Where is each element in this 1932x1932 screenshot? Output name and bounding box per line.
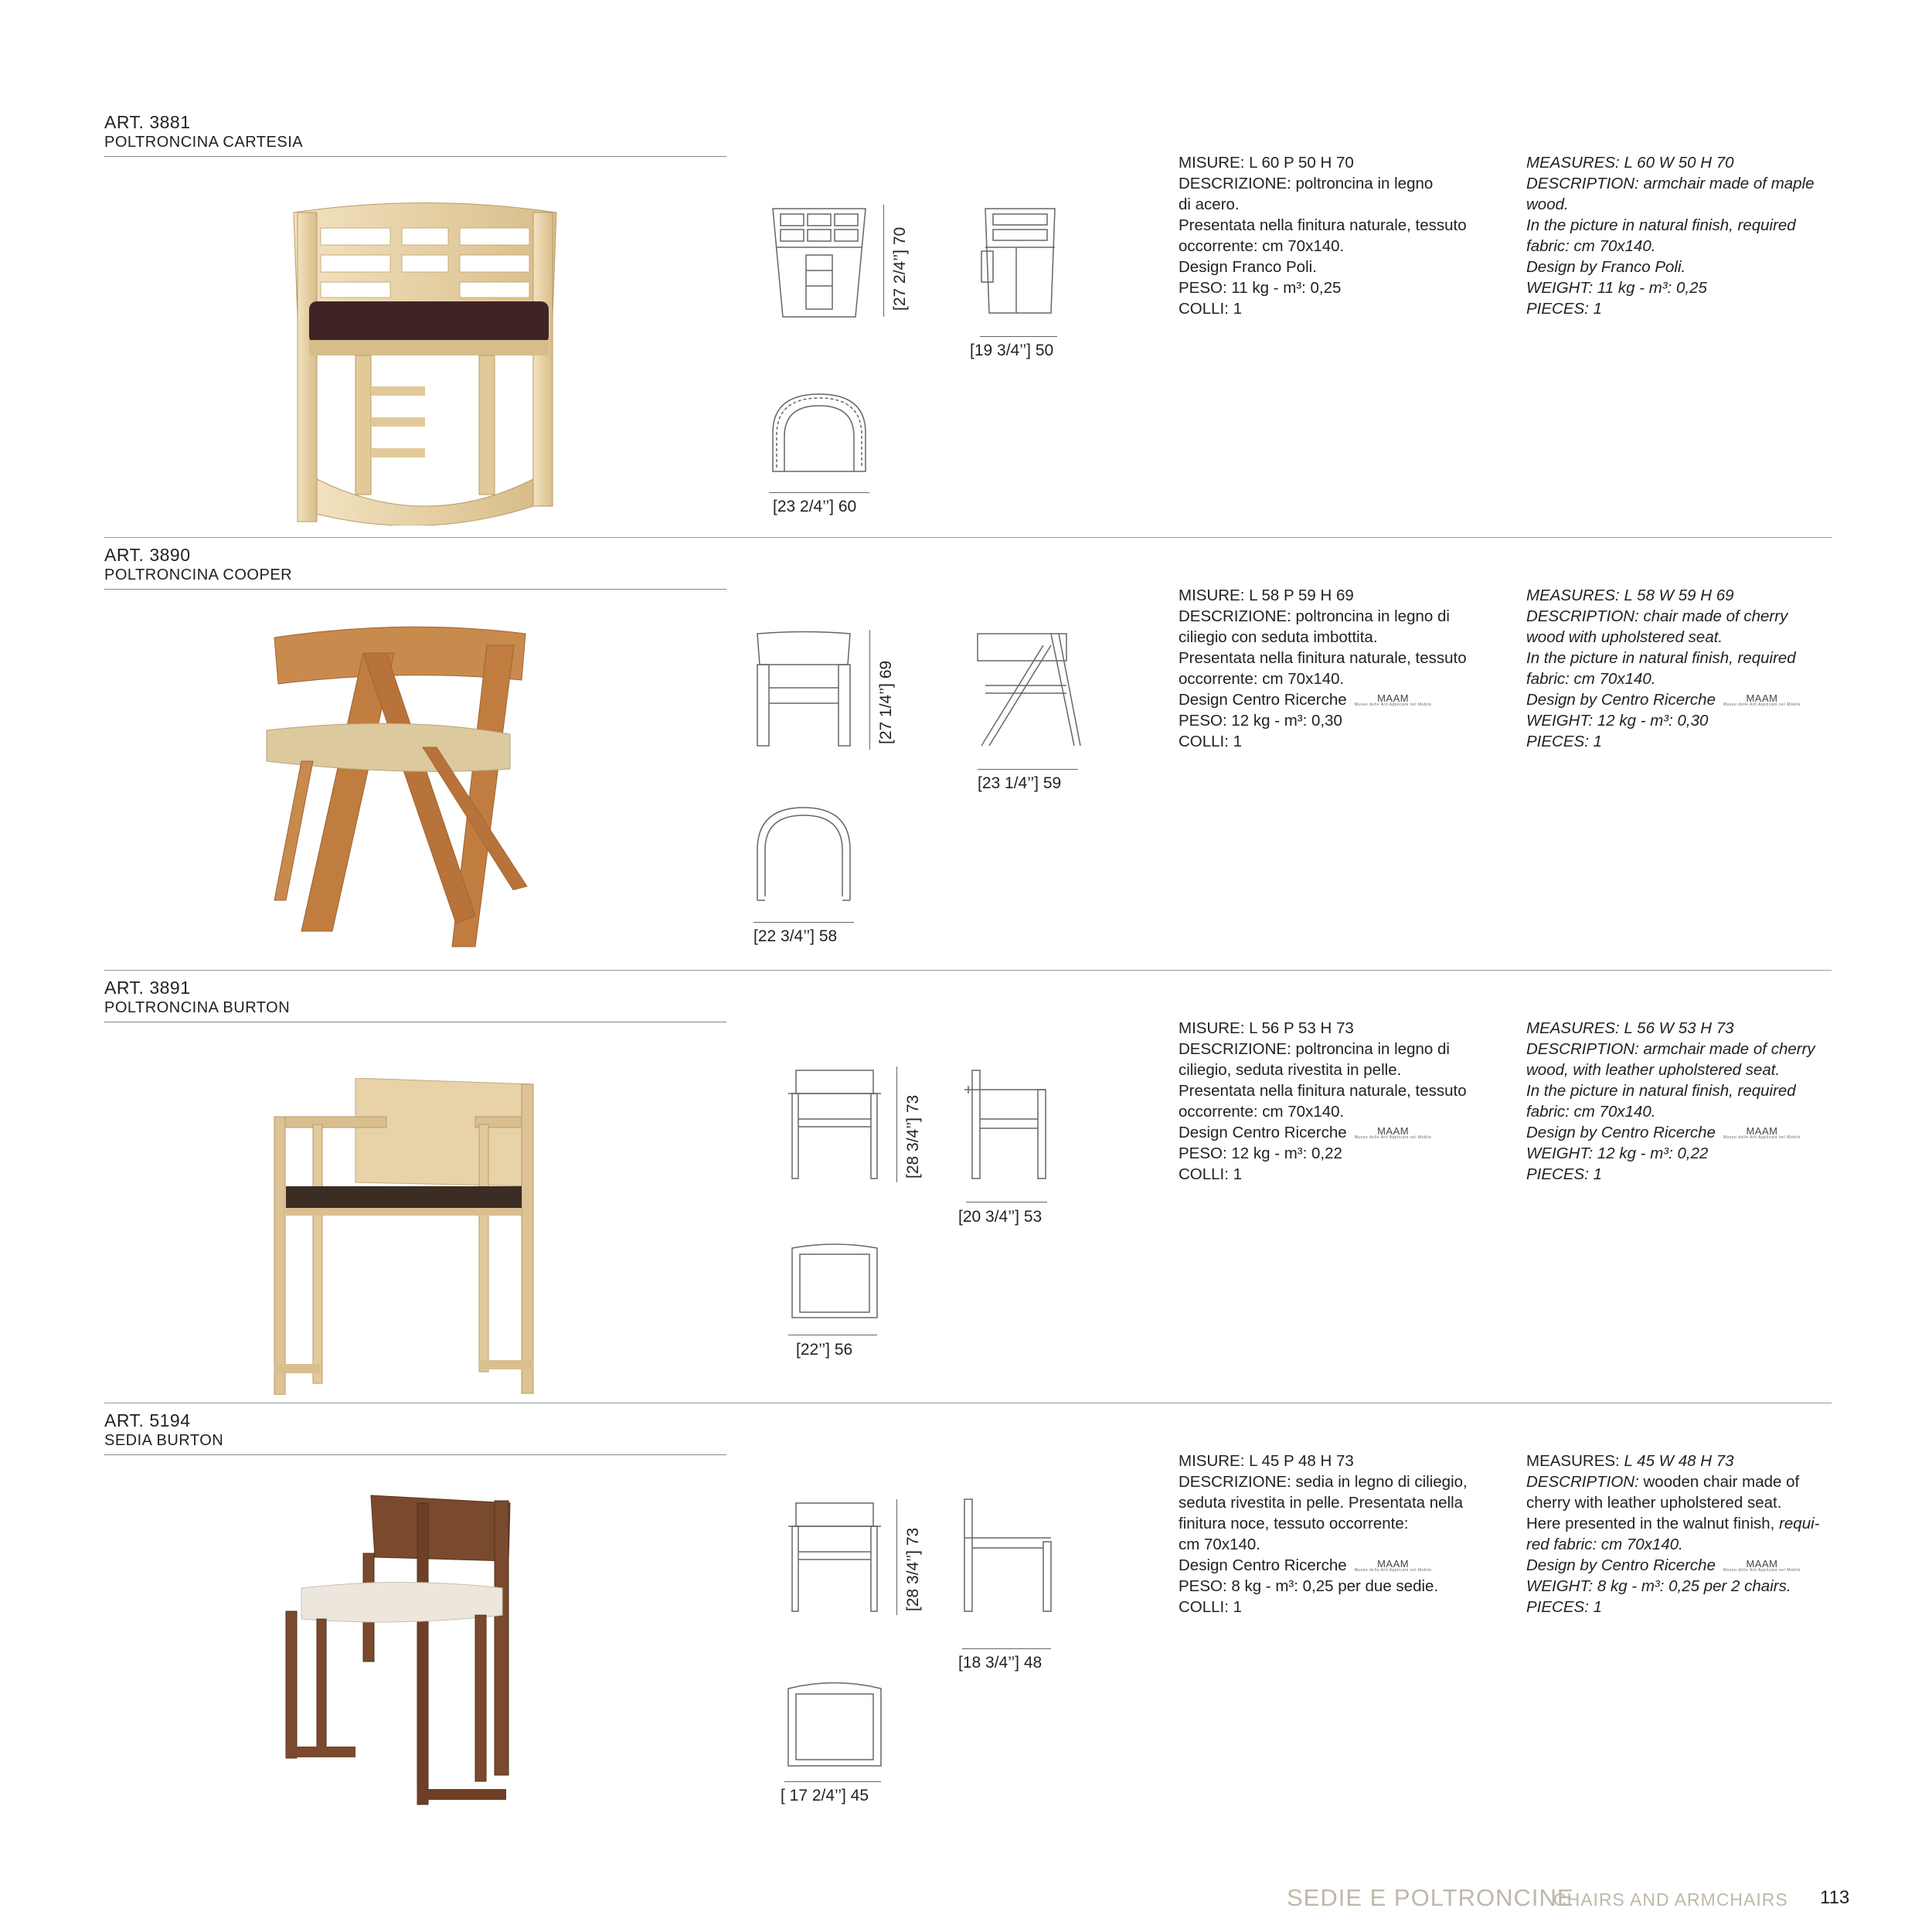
front-view-drawing [788, 1499, 881, 1615]
description-line: Design by Franco Poli. [1526, 258, 1686, 276]
weight: PESO: 12 kg - m³: 0,22 [1179, 1145, 1342, 1162]
width-dimension: [23 2/4’’] 60 [773, 498, 857, 515]
side-view-drawing [978, 205, 1063, 317]
description-line: wood, with leather upholstered seat. [1526, 1061, 1781, 1079]
description-line: finitura noce, tessuto occorrente: [1179, 1515, 1409, 1532]
description-line: DESCRIZIONE: poltroncina in legno di [1179, 607, 1450, 625]
dimension-line [980, 336, 1057, 337]
side-view-drawing [974, 630, 1082, 753]
section-divider [104, 537, 1832, 538]
dimension-line [896, 1499, 897, 1615]
description-en [1526, 152, 1859, 319]
pieces: PIECES: 1 [1526, 1598, 1602, 1616]
measures: MISURE: L 60 P 50 H 70 [1179, 154, 1354, 172]
product-photo-cooper [263, 622, 533, 958]
weight: WEIGHT: 12 kg - m³: 0,30 [1526, 712, 1709, 730]
dimension-line [962, 1648, 1051, 1649]
description-line: In the picture in natural finish, required [1526, 1082, 1796, 1100]
article-name: POLTRONCINA CARTESIA [104, 134, 304, 151]
article-code: ART. 5194 [104, 1410, 191, 1430]
top-view-drawing [769, 390, 869, 475]
depth-dimension: [20 3/4’’] 53 [958, 1208, 1043, 1226]
design-credit: Design by Centro Ricerche [1526, 691, 1716, 709]
article-name: POLTRONCINA COOPER [104, 566, 293, 583]
width-dimension: [22’’] 56 [796, 1341, 853, 1359]
top-view-drawing [788, 1240, 881, 1321]
maam-logo: MAAM Museo delle Arti Applicate nel Mobile [1723, 1124, 1801, 1140]
weight: WEIGHT: 11 kg - m³: 0,25 [1526, 279, 1707, 297]
description-line: fabric: cm 70x140. [1526, 670, 1656, 688]
description-line: Here presented in the walnut finish, requi- [1526, 1515, 1820, 1532]
design-credit: Design Centro Ricerche [1179, 1124, 1347, 1141]
pieces: COLLI: 1 [1179, 1165, 1243, 1183]
maam-logo: MAAM Museo delle Arti Applicate nel Mobile [1354, 1557, 1432, 1573]
pieces: COLLI: 1 [1179, 733, 1243, 750]
product-photo-burton-armchair [267, 1078, 537, 1395]
pieces: COLLI: 1 [1179, 1598, 1243, 1616]
description-line: DESCRIPTION: armchair made of cherry [1526, 1040, 1815, 1058]
description-it [1179, 152, 1511, 319]
description-line: seduta rivestita in pelle. Presentata nella [1179, 1494, 1464, 1512]
page-number: 113 [1820, 1887, 1850, 1908]
measures: MEASURES: L 60 W 50 H 70 [1526, 154, 1734, 172]
dimension-line [769, 492, 869, 493]
description-line: occorrente: cm 70x140. [1179, 1103, 1345, 1121]
maam-logo: MAAM Museo delle Arti Applicate nel Mobile [1354, 692, 1432, 707]
description-line: In the picture in natural finish, required [1526, 216, 1796, 234]
dimension-line [784, 1781, 881, 1782]
title-divider [104, 589, 726, 590]
description-line: cherry with leather upholstered seat. [1526, 1494, 1782, 1512]
article-code: ART. 3881 [104, 112, 191, 132]
article-code: ART. 3890 [104, 545, 191, 565]
measures: MEASURES: L 45 W 48 H 73 [1526, 1452, 1734, 1470]
dimension-line [869, 630, 870, 750]
measures: MISURE: L 58 P 59 H 69 [1179, 587, 1354, 604]
description-en [1526, 585, 1859, 752]
description-line: DESCRIPTION: armchair made of maple [1526, 175, 1815, 192]
maam-logo: MAAM Museo delle Arti Applicate nel Mobile [1723, 1557, 1801, 1573]
description-line: fabric: cm 70x140. [1526, 237, 1656, 255]
description-en [1526, 1451, 1859, 1617]
title-divider [104, 156, 726, 157]
design-credit: Design Centro Ricerche [1179, 691, 1347, 709]
depth-dimension: [23 1/4’’] 59 [978, 774, 1062, 792]
description-line: Design Franco Poli. [1179, 258, 1317, 276]
measures: MISURE: L 56 P 53 H 73 [1179, 1019, 1354, 1037]
description-line: DESCRIPTION: wooden chair made of [1526, 1473, 1800, 1491]
design-credit: Design by Centro Ricerche [1526, 1124, 1716, 1141]
pieces: PIECES: 1 [1526, 1165, 1602, 1183]
footer-title: SEDIE E POLTRONCINE [1287, 1884, 1574, 1911]
pieces: PIECES: 1 [1526, 733, 1602, 750]
article-name: POLTRONCINA BURTON [104, 999, 291, 1016]
measures: MISURE: L 45 P 48 H 73 [1179, 1452, 1354, 1470]
description-line: red fabric: cm 70x140. [1526, 1536, 1683, 1553]
side-view-drawing [964, 1066, 1049, 1182]
weight: PESO: 12 kg - m³: 0,30 [1179, 712, 1342, 730]
description-line: wood with upholstered seat. [1526, 628, 1723, 646]
weight: WEIGHT: 8 kg - m³: 0,25 per 2 chairs. [1526, 1577, 1791, 1595]
description-line: Presentata nella finitura naturale, tessuto [1179, 649, 1467, 667]
depth-dimension: [19 3/4’’] 50 [970, 342, 1054, 359]
height-dimension: [28 3/4’’] 73 [904, 1527, 922, 1611]
description-it [1179, 585, 1511, 752]
top-view-drawing [753, 804, 854, 904]
description-line: Presentata nella finitura naturale, tessuto [1179, 1082, 1467, 1100]
description-line: occorrente: cm 70x140. [1179, 237, 1345, 255]
description-it [1179, 1018, 1511, 1185]
description-line: DESCRIZIONE: poltroncina in legno [1179, 175, 1434, 192]
description-line: DESCRIZIONE: sedia in legno di ciliegio, [1179, 1473, 1468, 1491]
design-credit: Design Centro Ricerche [1179, 1556, 1347, 1574]
width-dimension: [22 3/4’’] 58 [753, 927, 838, 945]
section-divider [104, 970, 1832, 971]
product-photo-cartesia [286, 201, 564, 526]
description-line: occorrente: cm 70x140. [1179, 670, 1345, 688]
front-view-drawing [753, 630, 854, 750]
article-code: ART. 3891 [104, 978, 191, 998]
description-line: di acero. [1179, 196, 1240, 213]
dimension-line [753, 922, 854, 923]
article-name: SEDIA BURTON [104, 1432, 224, 1449]
description-line: ciliegio con seduta imbottita. [1179, 628, 1378, 646]
maam-logo: MAAM Museo delle Arti Applicate nel Mobile [1354, 1124, 1432, 1140]
description-line: Presentata nella finitura naturale, tessuto [1179, 216, 1467, 234]
dimension-line [883, 205, 884, 317]
height-dimension: [27 1/4’’] 69 [877, 660, 895, 744]
pieces: COLLI: 1 [1179, 300, 1243, 318]
measures: MEASURES: L 58 W 59 H 69 [1526, 587, 1734, 604]
title-divider [104, 1454, 726, 1455]
top-view-drawing [784, 1677, 885, 1770]
description-line: DESCRIPTION: chair made of cherry [1526, 607, 1788, 625]
description-line: ciliegio, seduta rivestita in pelle. [1179, 1061, 1402, 1079]
design-credit: Design by Centro Ricerche [1526, 1556, 1716, 1574]
front-view-drawing [788, 1066, 881, 1182]
dimension-line [896, 1066, 897, 1182]
pieces: PIECES: 1 [1526, 300, 1602, 318]
product-photo-burton-chair [278, 1492, 533, 1808]
weight: WEIGHT: 12 kg - m³: 0,22 [1526, 1145, 1709, 1162]
depth-dimension: [18 3/4’’] 48 [958, 1654, 1043, 1672]
weight: PESO: 11 kg - m³: 0,25 [1179, 279, 1342, 297]
weight: PESO: 8 kg - m³: 0,25 per due sedie. [1179, 1577, 1439, 1595]
side-view-drawing [958, 1495, 1059, 1615]
description-it [1179, 1451, 1511, 1617]
height-dimension: [28 3/4’’] 73 [904, 1094, 922, 1179]
footer-subtitle: CHAIRS AND ARMCHAIRS [1553, 1889, 1788, 1910]
description-en [1526, 1018, 1859, 1185]
maam-logo: MAAM Museo delle Arti Applicate nel Mobile [1723, 692, 1801, 707]
description-line: wood. [1526, 196, 1569, 213]
width-dimension: [ 17 2/4’’] 45 [781, 1787, 869, 1804]
height-dimension: [27 2/4’’] 70 [891, 226, 909, 311]
dimension-line [978, 769, 1078, 770]
measures: MEASURES: L 56 W 53 H 73 [1526, 1019, 1734, 1037]
description-line: fabric: cm 70x140. [1526, 1103, 1656, 1121]
front-view-drawing [769, 205, 869, 321]
description-line: DESCRIZIONE: poltroncina in legno di [1179, 1040, 1450, 1058]
description-line: In the picture in natural finish, required [1526, 649, 1796, 667]
description-line: cm 70x140. [1179, 1536, 1260, 1553]
